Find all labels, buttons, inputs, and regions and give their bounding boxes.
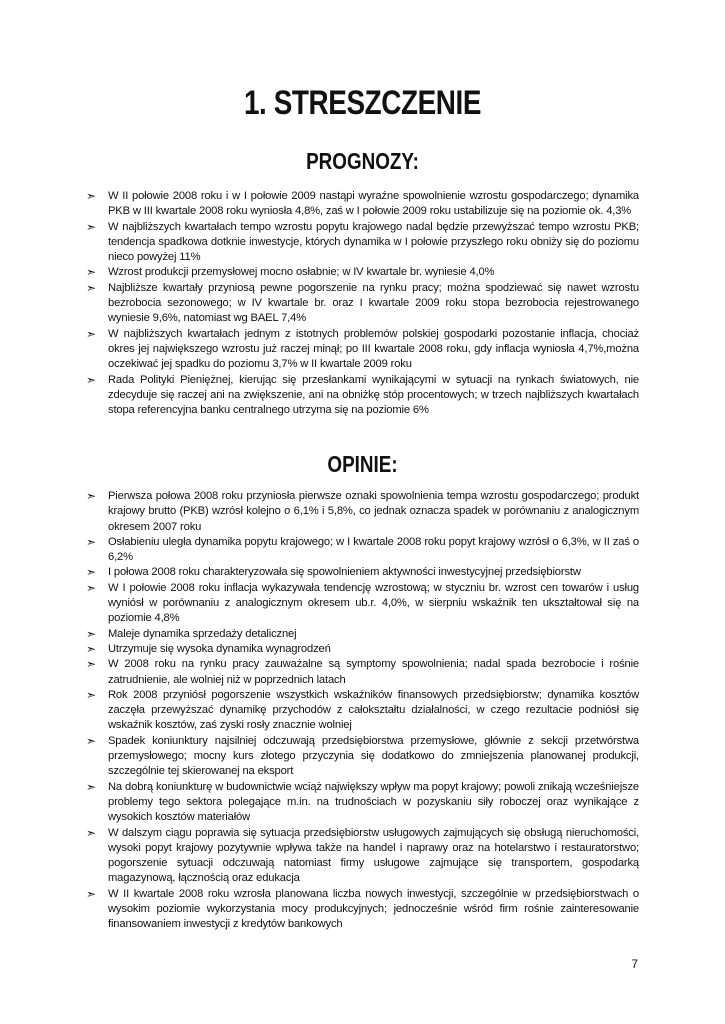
- arrow-bullet-icon: ➣: [86, 265, 96, 280]
- arrow-bullet-icon: ➣: [86, 565, 96, 580]
- list-item: [86, 734, 639, 780]
- section-heading-opinie: OPINIE:: [327, 451, 398, 477]
- list-item: [86, 535, 639, 566]
- list-item: [86, 688, 639, 734]
- list-item-text: Pierwsza połowa 2008 roku przyniosła pierwsze oznaki spowolnienia tempa wzrostu gospodarczego; produkt krajowy brutto (PKB) wzrósł kolejno o 6,1% i 5,8%, co jednak oznacza spadek w porównaniu z analogicznym okresem 2007 roku: [108, 490, 639, 533]
- arrow-bullet-icon: ➣: [86, 580, 96, 595]
- list-item-text: W II kwartale 2008 roku wzrosła planowana liczba nowych inwestycji, szczególnie w przedsiębiorstwach o wysokim poziomie wykorzystania mocy produkcyjnych; jednocześnie wśród firm rośnie zainteresowanie finansowaniem inwestycji z kredytów bankowych: [108, 887, 639, 931]
- list-item-text: W najbliższych kwartałach tempo wzrostu popytu krajowego nadal będzie przewyższać tempo wzrostu PKB; tendencja spadkowa dotknie inwestycje, których dynamika w I połowie przyszłego roku obniży się do poziomu nieco powyżej 11%: [108, 220, 639, 264]
- list-item-text: Rok 2008 przyniósł pogorszenie wszystkich wskaźników finansowych przedsiębiorstw; dynamika kosztów zaczęła przewyższać dynamikę przychodów z całokształtu działalności, w czego rezultacie podniósł się wskaźnik kosztów, zaś zyski rosły znacznie wolniej: [108, 688, 639, 732]
- list-item: [86, 327, 639, 373]
- arrow-bullet-icon: ➣: [86, 489, 96, 503]
- list-item: [86, 281, 639, 327]
- list-item-text: Utrzymuje się wysoka dynamika wynagrodzeń: [108, 642, 331, 655]
- arrow-bullet-icon: ➣: [86, 657, 96, 672]
- arrow-bullet-icon: ➣: [86, 779, 96, 794]
- list-item-text: Rada Polityki Pieniężnej, kierując się przesłankami wynikającymi w sytuacji na rynkach światowych, nie zdecyduje się raczej ani na zwiększenie, ani na obniżkę stóp procentowych; w trzech najbliższych kwartałach stopa referencyjna banku centralnego utrzyma się na poziomie 6%: [108, 373, 639, 417]
- prognozy-list: [86, 189, 639, 418]
- list-item-text: Najbliższe kwartały przyniosą pewne pogorszenie na rynku pracy; można spodziewać się nawet wzrostu bezrobocia sezonowego; w IV kwartale br. oraz I kwartale 2009 roku stopa bezrobocia rejestrowanego wyniesie 9,6%, natomiast wg BAEL 7,4%: [108, 281, 639, 325]
- arrow-bullet-icon: ➣: [86, 534, 96, 549]
- list-item-text: W dalszym ciągu poprawia się sytuacja przedsiębiorstw usługowych zajmujących się obsługą nieruchomości, wysoki popyt krajowy pozytywnie wpływa także na handel i naprawy oraz na hotelarstwo i restauratorstwo; pogorszenie sytuacji odczuwają natomiast firmy usługowe zajmujące się transportem, gospodarką magazynową, łącznością oraz edukacja: [108, 826, 639, 885]
- arrow-bullet-icon: ➣: [86, 219, 96, 234]
- list-item-text: Spadek koniunktury najsilniej odczuwają przedsiębiorstwa przemysłowe, głównie z sekcji przetwórstwa przemysłowego; mocny kurs złotego przyczynia się dodatkowo do zmniejszenia planowanej produkcji, szczególnie tej skierowanej na eksport: [108, 734, 639, 778]
- list-item: [86, 657, 639, 688]
- arrow-bullet-icon: ➣: [86, 372, 96, 387]
- list-item: [86, 887, 639, 933]
- list-item-text: Maleje dynamika sprzedaży detalicznej: [108, 627, 297, 640]
- list-item: [86, 581, 639, 627]
- list-item: [86, 627, 639, 642]
- list-item: [86, 373, 639, 419]
- list-item-text: W II połowie 2008 roku i w I połowie 2009 nastąpi wyraźne spowolnienie wzrostu gospodarczego; dynamika PKB w III kwartale 2008 roku wyniosła 4,8%, zaś w I połowie 2009 roku ustabilizuje się na poziomie ok. 4,3%: [108, 190, 639, 218]
- page-number: 7: [631, 957, 638, 971]
- list-item: [86, 826, 639, 887]
- arrow-bullet-icon: ➣: [86, 189, 96, 203]
- list-item: [86, 265, 639, 280]
- list-item: [86, 780, 639, 826]
- arrow-bullet-icon: ➣: [86, 886, 96, 901]
- list-item-text: W najbliższych kwartałach jednym z istotnych problemów polskiej gospodarki pozostanie inflacja, chociaż okres jej największego wzrostu już raczej minął; po III kwartale 2008 roku, gdy inflacja wyniosła 4,7%,można oczekiwać jej spadku do poziomu 3,7% w II kwartale 2009 roku: [108, 327, 639, 371]
- page-title: 1. STRESZCZENIE: [243, 84, 482, 122]
- list-item-text: Osłabieniu uległa dynamika popytu krajowego; w I kwartale 2008 roku popyt krajowy wzrósł o 6,3%, w II zaś o 6,2%: [108, 535, 639, 564]
- arrow-bullet-icon: ➣: [86, 280, 96, 295]
- list-item: [86, 189, 639, 220]
- arrow-bullet-icon: ➣: [86, 641, 96, 656]
- arrow-bullet-icon: ➣: [86, 687, 96, 702]
- arrow-bullet-icon: ➣: [86, 733, 96, 748]
- arrow-bullet-icon: ➣: [86, 326, 96, 341]
- list-item-text: W 2008 roku na rynku pracy zauważalne są symptomy spowolnienia; nadal spada bezrobocie i rośnie zatrudnienie, ale wolniej niż w poprzednich latach: [108, 658, 639, 686]
- section-heading-prognozy: PROGNOZY:: [306, 148, 419, 174]
- list-item: [86, 489, 639, 535]
- list-item: [86, 642, 639, 657]
- list-item-text: Wzrost produkcji przemysłowej mocno osłabnie; w IV kwartale br. wyniesie 4,0%: [108, 266, 495, 279]
- arrow-bullet-icon: ➣: [86, 626, 96, 641]
- list-item-text: I połowa 2008 roku charakteryzowała się spowolnieniem aktywności inwestycyjnej przedsiębiorstw: [108, 566, 581, 579]
- arrow-bullet-icon: ➣: [86, 825, 96, 840]
- list-item-text: W I połowie 2008 roku inflacja wykazywała tendencję wzrostową; w styczniu br. wzrost cen towarów i usług wyniósł w porównaniu z analogicznym okresem ub.r. 4,0%, w sierpniu wskaźnik ten ukształtował się na poziomie 4,8%: [108, 581, 639, 625]
- list-item: [86, 220, 639, 266]
- list-item: [86, 565, 639, 580]
- list-item-text: Na dobrą koniunkturę w budownictwie wciąż największy wpływ ma popyt krajowy; powoli znikają wcześniejsze problemy tego sektora polegające m.in. na trudnościach w pozyskaniu siły roboczej oraz wynikające z wysokich kosztów materiałów: [108, 780, 639, 824]
- opinie-list: [86, 489, 639, 933]
